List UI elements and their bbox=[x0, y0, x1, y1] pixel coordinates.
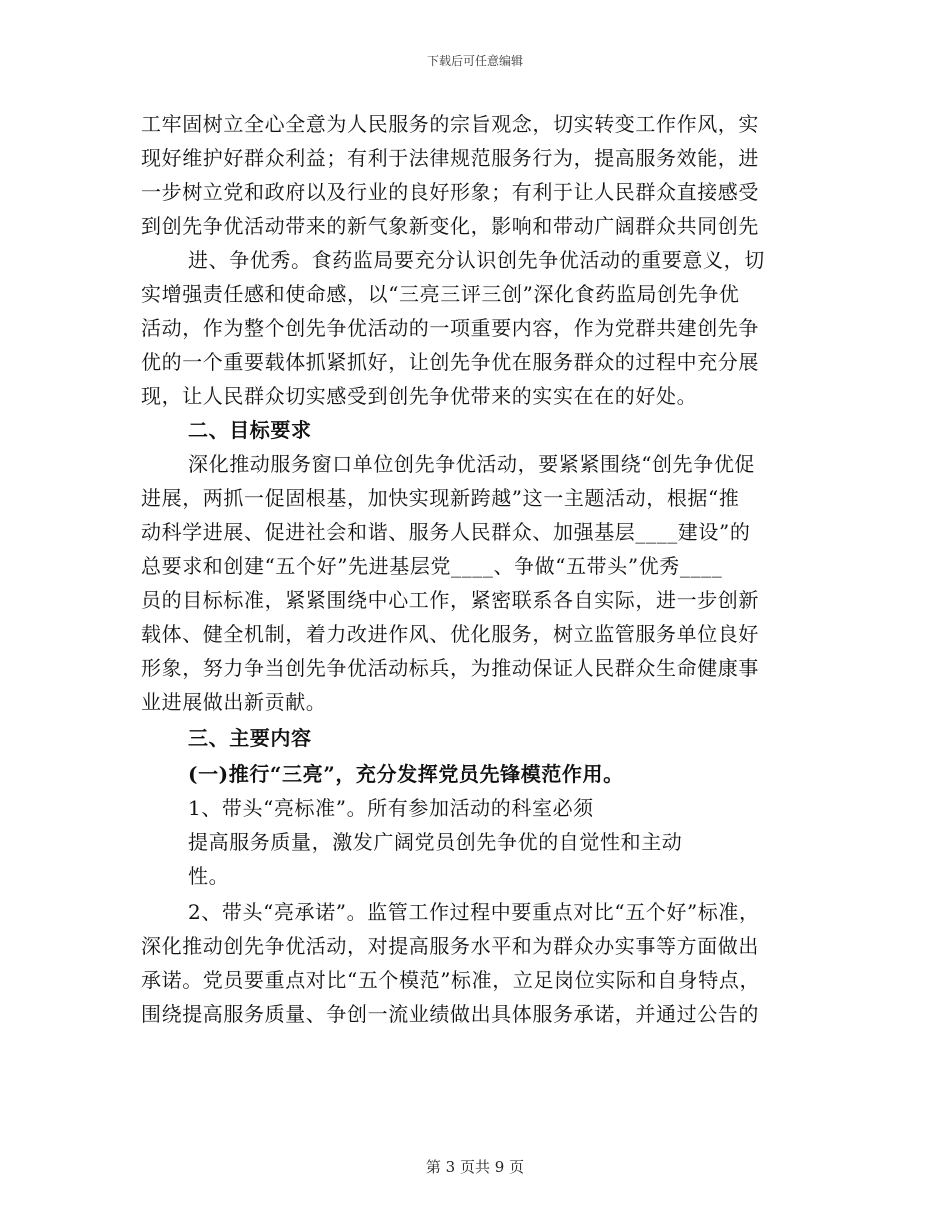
paragraph-line: 现好维护好群众利益；有利于法律规范服务行为，提高服务效能，进 bbox=[141, 146, 759, 170]
page-header: 下载后可任意编辑 bbox=[426, 54, 523, 68]
paragraph-line: 载体、健全机制，着力改进作风、优化服务，树立监管服务单位良好 bbox=[141, 622, 759, 646]
paragraph-line: 业进展做出新贡献。 bbox=[141, 690, 327, 714]
paragraph-line: 动科学进展、促进社会和谐、服务人民群众、加强基层____建设”的 bbox=[141, 520, 751, 544]
paragraph-line: 进、争优秀。食药监局要充分认识创先争优活动的重要意义，切 bbox=[188, 248, 765, 272]
paragraph-line: 深化推动服务窗口单位创先争优活动，要紧紧围绕“创先争优促 bbox=[188, 452, 756, 476]
paragraph-line: 现，让人民群众切实感受到创先争优带来的实实在在的好处。 bbox=[141, 384, 698, 408]
paragraph-line: 到创先争优活动带来的新气象新变化，影响和带动广阔群众共同创先 bbox=[141, 214, 759, 238]
paragraph-line: 总要求和创建“五个好”先进基层党____、争做“五带头”优秀____ bbox=[141, 554, 723, 578]
section-heading-content: 三、主要内容 bbox=[188, 726, 312, 750]
paragraph-line: 形象，努力争当创先争优活动标兵，为推动保证人民群众生命健康事 bbox=[141, 656, 759, 680]
paragraph-line: 承诺。党员要重点对比“五个模范”标准，立足岗位实际和自身特点， bbox=[141, 968, 761, 992]
paragraph-line: 2、带头“亮承诺”。监管工作过程中要重点对比“五个好”标准， bbox=[188, 900, 760, 924]
paragraph-line: 进展，两抓一促固根基，加快实现新跨越”这一主题活动，根据“推 bbox=[141, 486, 740, 510]
document-body bbox=[0, 110, 950, 1130]
section-heading-goals: 二、目标要求 bbox=[188, 418, 312, 442]
paragraph-line: 实增强责任感和使命感，以“三亮三评三创”深化食药监局创先争优 bbox=[141, 282, 740, 306]
paragraph-line: 1、带头“亮标准”。所有参加活动的科室必须 bbox=[188, 796, 594, 820]
paragraph-line: 优的一个重要载体抓紧抓好，让创先争优在服务群众的过程中充分展 bbox=[141, 350, 759, 374]
paragraph-line: 活动，作为整个创先争优活动的一项重要内容，作为党群共建创先争 bbox=[141, 316, 759, 340]
paragraph-line: 一步树立党和政府以及行业的良好形象；有利于让人民群众直接感受 bbox=[141, 180, 759, 204]
paragraph-line: 提高服务质量，激发广阔党员创先争优的自觉性和主动 bbox=[188, 830, 683, 854]
paragraph-line: 员的目标标准，紧紧围绕中心工作，紧密联系各自实际，进一步创新 bbox=[141, 588, 759, 612]
paragraph-line: 工牢固树立全心全意为人民服务的宗旨观念，切实转变工作作风，实 bbox=[141, 112, 759, 136]
subsection-heading: (一)推行“三亮”，充分发挥党员先锋模范作用。 bbox=[188, 762, 624, 786]
paragraph-line: 性。 bbox=[188, 864, 230, 888]
paragraph-line: 围绕提高服务质量、争创一流业绩做出具体服务承诺，并通过公告的 bbox=[141, 1002, 759, 1026]
page-number: 第 3 页共 9 页 bbox=[425, 1158, 525, 1176]
paragraph-line: 深化推动创先争优活动，对提高服务水平和为群众办实事等方面做出 bbox=[141, 934, 759, 958]
